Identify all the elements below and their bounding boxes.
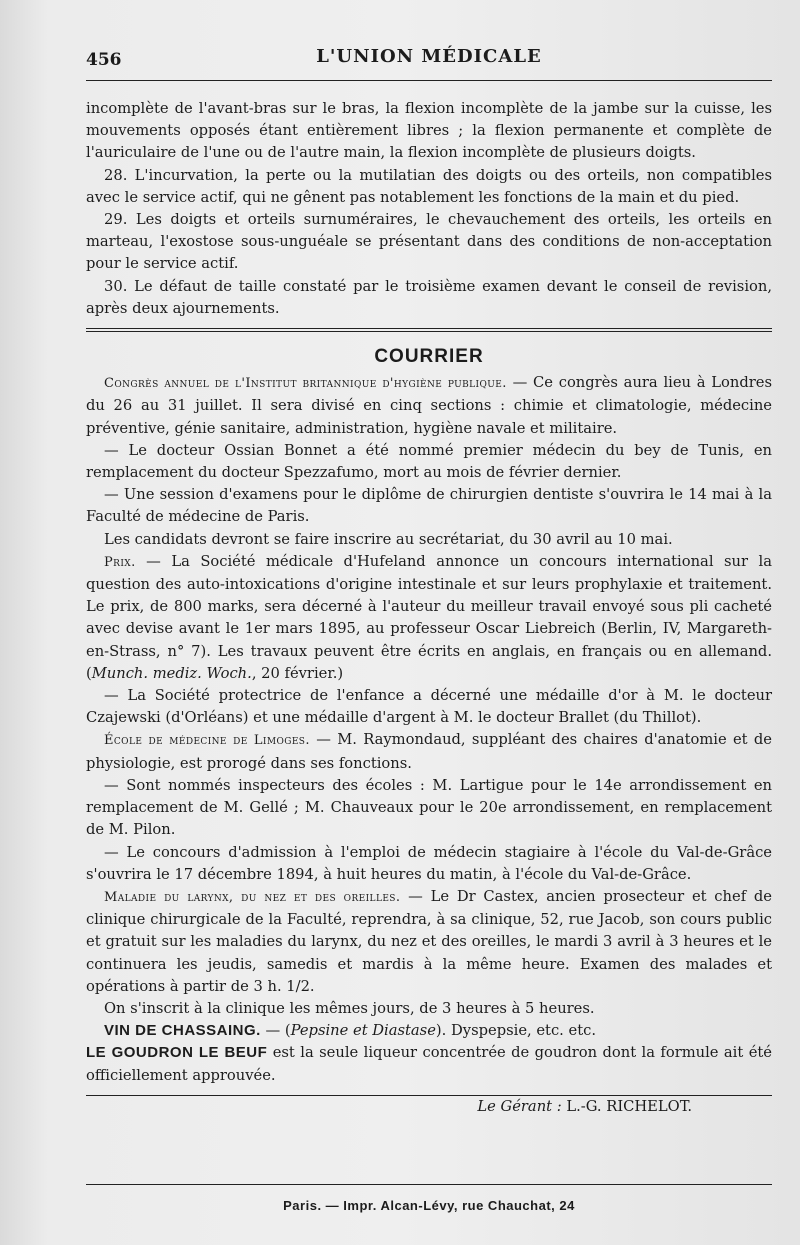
paragraph-28: 28. L'incurvation, la perte ou la mutilatian des doigts ou des orteils, non compatibles avec le service actif, qui ne gênent pas notablement les fonctions de la main et du pied. bbox=[86, 166, 772, 206]
news-candidats: Les candidats devront se faire inscrire au secrétariat, du 30 avril au 10 mai. bbox=[104, 530, 673, 548]
news-heading: Congrès annuel de l'Institut britannique d'hygiène publique. bbox=[104, 376, 507, 392]
ad-title: VIN DE CHASSAING. bbox=[104, 1022, 261, 1040]
news-congres bbox=[86, 372, 772, 440]
paragraph-continuation: incomplète de l'avant-bras sur le bras, la flexion incomplète de la jambe sur la cuisse, les mouvements opposés étant entièrement libres ; la flexion permanente et complète de l'auriculaire de l'une ou de l'autre main, la flexion incomplète de plusieurs doigts. bbox=[86, 100, 772, 162]
gerant-label: Le Gérant : bbox=[477, 1097, 562, 1115]
header-rule bbox=[86, 80, 772, 81]
news-text: — La Société médicale d'Hufeland annonce un concours international sur la question des auto-intoxications d'origine intestinale et sur leurs prophylaxie et traitement. Le prix, de 800 marks, sera décerné à l'auteur du meilleur travail envoyé sous pli cacheté avec devise avant le 1er mars 1895, au professeur Oscar Liebreich (Berlin, IV, Margareth-en-Strass, n° 7). Les travaux peuvent être écrits en anglais, en français ou en allemand. ( bbox=[86, 552, 772, 682]
ad-title: LE GOUDRON LE BEUF bbox=[86, 1044, 268, 1062]
news-heading: École de médecine de Limoges. bbox=[104, 733, 310, 749]
news-text: , 20 février.) bbox=[251, 664, 344, 682]
footer-rule bbox=[86, 1184, 772, 1185]
ad-subtitle: Pepsine et Diastase bbox=[290, 1022, 436, 1040]
news-valdegrace: — Le concours d'admission à l'emploi de médecin stagiaire à l'école du Val-de-Grâce s'ouvrira le 17 décembre 1894, à huit heures du matin, à l'école du Val-de-Grâce. bbox=[86, 843, 772, 883]
section-divider-thin bbox=[86, 331, 772, 332]
paragraph-29: 29. Les doigts et orteils surnuméraires, le chevauchement des orteils, les orteils en marteau, l'exostose sous-unguéale se présentant dans des conditions de non-acceptation pour le service actif. bbox=[86, 211, 772, 273]
page-number: 456 bbox=[86, 50, 122, 70]
section-divider bbox=[86, 328, 772, 329]
imprint-line: Paris. — Impr. Alcan-Lévy, rue Chauchat, 24 bbox=[283, 1198, 575, 1213]
gerant-name: L.-G. RICHELOT. bbox=[561, 1097, 692, 1115]
section-title-courrier: COURRIER bbox=[374, 346, 484, 368]
running-title: L'UNION MÉDICALE bbox=[316, 46, 542, 67]
news-bonnet: — Le docteur Ossian Bonnet a été nommé premier médecin du bey de Tunis, en remplacement du docteur Spezzafumo, mort au mois de février dernier. bbox=[86, 441, 772, 482]
news-text: — Ce congrès aura lieu à Londres du 26 au 31 juillet. Il sera divisé en cinq sections : chimie et climatologie, médecine préventive, génie sanitaire, administration, hygiène navale et militaire. bbox=[86, 374, 773, 437]
news-text: — Le Dr Castex, ancien prosecteur et chef de clinique chirurgicale de la Faculté, reprendra, à sa clinique, 52, rue Jacob, son cours public et gratuit sur les maladies du larynx, du nez et des oreilles, le mardi 3 avril à 3 heures et le continuera les jeudis, samedis et mardis à la même heure. Examen des malades et opérations à partir de 3 h. 1/2. bbox=[86, 887, 772, 995]
news-text: — M. Raymondaud, suppléant des chaires d'anatomie et de physiologie, est prorogé dans ses fonctions. bbox=[86, 731, 772, 772]
news-inscrit: On s'inscrit à la clinique les mêmes jours, de 3 heures à 5 heures. bbox=[104, 999, 595, 1017]
news-session: — Une session d'examens pour le diplôme de chirurgien dentiste s'ouvrira le 14 mai à la Faculté de médecine de Paris. bbox=[86, 486, 772, 526]
news-limoges bbox=[86, 729, 772, 774]
journal-citation: Munch. mediz. Woch. bbox=[91, 664, 252, 682]
news-heading: Maladie du larynx, du nez et des oreilles. bbox=[104, 889, 401, 905]
gerant-signature bbox=[86, 1096, 772, 1118]
ad-vin: VIN DE CHASSAING. — (Pepsine et Diastase). Dyspepsie, etc. etc. bbox=[104, 1022, 597, 1040]
ad-goudron bbox=[86, 1042, 772, 1086]
ad-text: ). Dyspepsie, etc. etc. bbox=[435, 1022, 597, 1040]
news-larynx bbox=[86, 886, 772, 998]
article-body bbox=[86, 98, 772, 1118]
news-inspecteurs: — Sont nommés inspecteurs des écoles : M. Lartigue pour le 14e arrondissement en remplacement de M. Gellé ; M. Chauveaux pour le 20e arrondissement, en remplacement de M. Pilon. bbox=[86, 776, 772, 839]
ad-text: est la seule liqueur concentrée de goudron dont la formule ait été officiellement approuvée. bbox=[86, 1044, 772, 1084]
news-heading: Prix. bbox=[104, 554, 136, 570]
news-enfance: — La Société protectrice de l'enfance a décerné une médaille d'or à M. le docteur Czajewski (d'Orléans) et une médaille d'argent à M. le docteur Brallet (du Thillot). bbox=[86, 687, 772, 727]
page-header bbox=[86, 46, 772, 74]
news-prix bbox=[86, 551, 772, 685]
paragraph-30: 30. Le défaut de taille constaté par le troisième examen devant le conseil de revision, après deux ajournements. bbox=[86, 277, 772, 317]
